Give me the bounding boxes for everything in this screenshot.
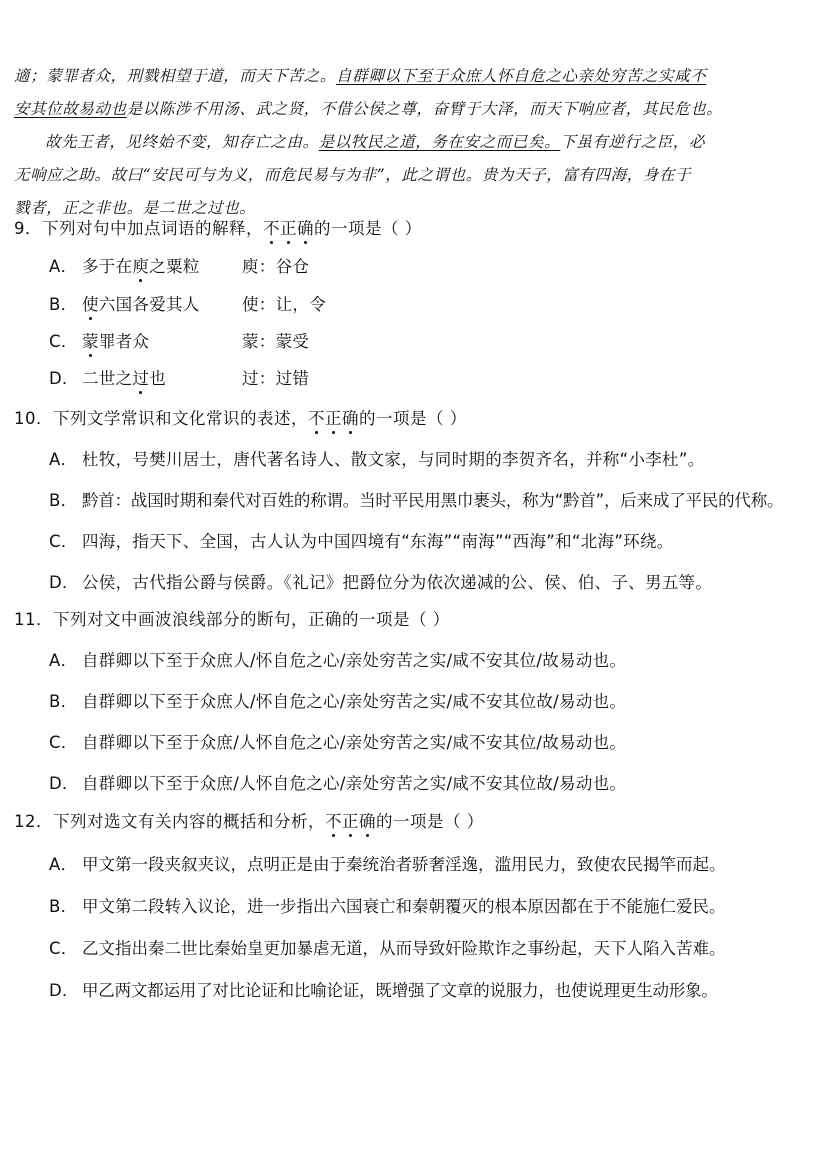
option-a[interactable]: A． 自群卿以下至于众庶人/怀自危之心/亲处穷苦之实/咸不安其位/故易动也。 [49,651,627,670]
option-b[interactable]: B． 自群卿以下至于众庶人/怀自危之心/亲处穷苦之实/咸不安其位故/易动也。 [49,692,627,711]
question-9 [14,218,804,390]
option-b[interactable]: B． 黔首：战国时期和秦代对百姓的称谓。当时平民用黑巾裹头，称为“黔首”，后来成了平民的代称。 [49,491,784,510]
passage-line: 安其位故易动也是以陈涉不用汤、武之贤，不借公侯之尊，奋臂于大泽，而天下响应者，其民危也。 [14,100,723,118]
option-d[interactable]: D． 二世之过也 过：过错 [49,369,310,388]
passage-line: 適；蒙罪者众，刑戮相望于道，而天下苦之。自群卿以下至于众庶人怀自危之心亲处穷苦之实咸不 [14,67,707,85]
dotted-char: 确 [297,219,314,238]
option-b[interactable]: B． 甲文第二段转入议论，进一步指出六国衰亡和秦朝覆灭的根本原因都在于不能施仁爱民。 [49,897,726,916]
dotted-char: 正 [342,812,359,831]
dotted-char: 不 [263,219,280,238]
option-c[interactable]: C． 自群卿以下至于众庶/人怀自危之心/亲处穷苦之实/咸不安其位/故易动也。 [49,733,627,752]
emphasis-not-correct [263,219,314,238]
dotted-char: 正 [325,409,342,428]
question-stem: 11．下列对文中画波浪线部分的断句，正确的一项是（ ） [14,610,450,629]
option-a[interactable]: A． 杜牧，号樊川居士，唐代著名诗人、散文家，与同时期的李贺齐名，并称“小李杜”。 [49,450,705,469]
underlined-text: 是以牧民之道，务在安之而已矣。 [318,133,561,151]
dotted-word: 使 [82,295,99,314]
dotted-word: 蒙 [82,332,99,351]
dotted-word: 庾 [132,257,150,276]
question-stem: 12．下列对选文有关内容的概括和分析，不正确的一项是（ ） [14,812,484,831]
passage-line: 故先王者，见终始不变，知存亡之由。是以牧民之道，务在安之而已矣。下虽有逆行之臣，必 [45,133,706,151]
option-a[interactable]: A． 甲文第一段夹叙夹议，点明正是由于秦统治者骄奢淫逸，滥用民力，致使农民揭竿而起。 [49,855,726,874]
option-d[interactable]: D． 甲乙两文都运用了对比论证和比喻论证，既增强了文章的说服力，也使说理更生动形象。 [49,981,718,1000]
dotted-word: 过 [132,369,150,388]
passage-line: 戮者，正之非也。是二世之过也。 [14,199,256,217]
dotted-char: 确 [359,812,376,831]
question-stem: 9．下列对句中加点词语的解释，不正确的一项是（ ） [14,219,422,238]
wavy-underlined-text: 自群卿以下至于众庶人怀自危之心亲处穷苦之实咸不 [336,67,707,85]
option-c[interactable]: C． 乙文指出秦二世比秦始皇更加暴虐无道，从而导致奸险欺诈之事纷起，天下人陷入苦难。 [49,939,726,958]
classical-passage [14,60,794,225]
dotted-char: 确 [342,409,359,428]
option-c[interactable]: C． 四海，指天下、全国，古人认为中国四境有“东海”“南海”“西海”和“北海”环绕。 [49,532,674,551]
emphasis-not-correct [325,812,376,831]
dotted-char: 正 [280,219,297,238]
question-12 [14,811,804,1002]
dotted-char: 不 [325,812,342,831]
question-10 [14,408,804,594]
option-a[interactable]: A． 多于在庾之粟粒 庾：谷仓 [49,257,310,276]
question-11 [14,609,804,795]
emphasis-not-correct [308,409,359,428]
wavy-underlined-text: 安其位故易动也 [14,100,127,118]
option-d[interactable]: D． 自群卿以下至于众庶/人怀自危之心/亲处穷苦之实/咸不安其位故/易动也。 [49,774,627,793]
option-b[interactable]: B． 使六国各爱其人 使：让，令 [49,295,326,314]
passage-line: 无响应之助。故曰“安民可与为义，而危民易与为非”，此之谓也。贵为天子，富有四海，身在于 [14,166,692,184]
question-stem: 10．下列文学常识和文化常识的表述，不正确的一项是（ ） [14,409,467,428]
dotted-char: 不 [308,409,325,428]
option-c[interactable]: C． 蒙罪者众 蒙：蒙受 [49,332,310,351]
option-d[interactable]: D． 公侯，古代指公爵与侯爵。《礼记》把爵位分为依次递减的公、侯、伯、子、男五等。 [49,573,713,592]
